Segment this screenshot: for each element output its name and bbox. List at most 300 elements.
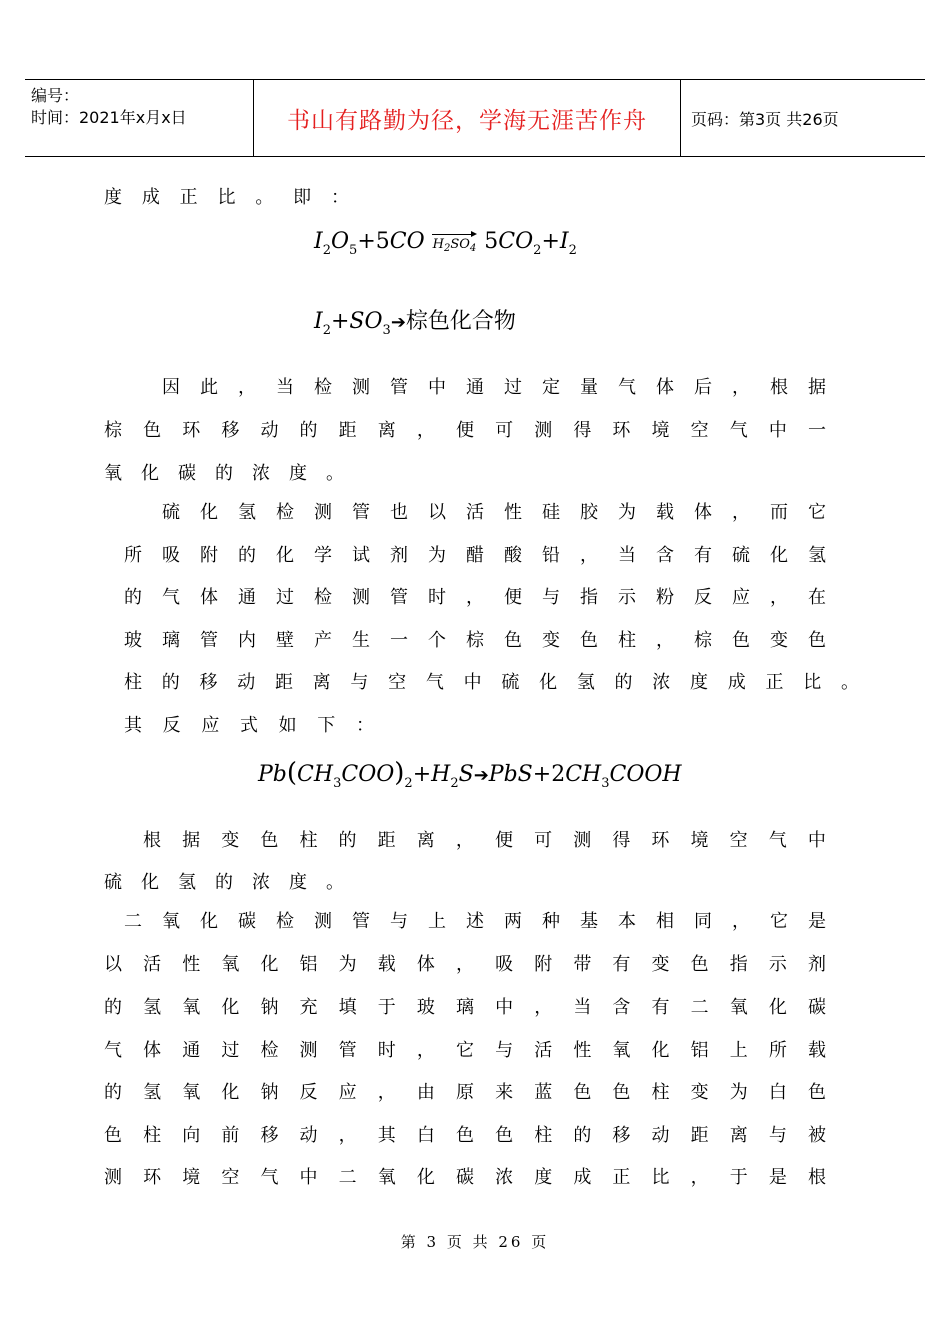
text-char: 化 xyxy=(141,872,159,893)
text-char: ， xyxy=(732,377,750,398)
text-char: 检 xyxy=(276,911,294,932)
text-char: 即 xyxy=(293,187,312,208)
text-char: 的 xyxy=(215,463,233,484)
text-char: 浓 xyxy=(252,872,270,893)
text-char: 色 xyxy=(495,1125,514,1146)
text-char: 被 xyxy=(807,1125,826,1146)
text-char: 。 xyxy=(326,872,344,893)
text-char: 附 xyxy=(534,954,553,975)
text-char: 如 xyxy=(278,715,297,736)
text-char: 当 xyxy=(276,377,294,398)
text-char: 碳 xyxy=(807,997,826,1018)
text-char: 活 xyxy=(534,1040,553,1061)
text-char: ， xyxy=(238,377,256,398)
text-char: 中 xyxy=(428,377,446,398)
text-char: 根 xyxy=(807,1167,826,1188)
text-char: 当 xyxy=(573,997,592,1018)
text-char: 在 xyxy=(808,587,826,608)
reaction-arrow-catalyst xyxy=(432,237,478,254)
text-char: 与 xyxy=(542,587,560,608)
formula-term: CO xyxy=(498,229,534,254)
text-char: 指 xyxy=(729,954,748,975)
text-char: 便 xyxy=(504,587,522,608)
text-char: 测 xyxy=(352,377,370,398)
text-char: 的 xyxy=(215,872,233,893)
text-char: 化 xyxy=(200,502,218,523)
text-char: 氢 xyxy=(238,502,256,523)
text-char: 氢 xyxy=(178,872,196,893)
text-char: 时 xyxy=(428,587,446,608)
text-char: 环 xyxy=(651,830,670,851)
text-char: 色 xyxy=(732,630,750,651)
catalyst-subscript: 2 xyxy=(443,243,451,254)
text-char: 动 xyxy=(237,672,256,693)
text-char: 色 xyxy=(690,954,709,975)
text-char: 体 xyxy=(143,1040,162,1061)
text-char: 璃 xyxy=(162,630,180,651)
text-char: 与 xyxy=(768,1125,787,1146)
text-char: 氧 xyxy=(221,954,240,975)
text-char: 产 xyxy=(314,630,332,651)
text-char: 氢 xyxy=(576,672,595,693)
text-char: 铅 xyxy=(542,545,560,566)
text-char: 变 xyxy=(651,954,670,975)
text-char: 原 xyxy=(455,1082,474,1103)
text-char: 柱 xyxy=(651,1082,670,1103)
text-char: 测 xyxy=(314,502,332,523)
text-char: 内 xyxy=(238,630,256,651)
text-char: 的 xyxy=(124,587,142,608)
text-char: 检 xyxy=(314,377,332,398)
text-char: 壁 xyxy=(276,630,294,651)
text-char: 体 xyxy=(416,954,435,975)
text-char: 剂 xyxy=(807,954,826,975)
formula-operator: + xyxy=(330,309,350,334)
formula-term: I xyxy=(314,229,323,254)
text-char: 成 xyxy=(573,1167,592,1188)
text-char: 气 xyxy=(162,587,180,608)
text-char: 吸 xyxy=(495,954,514,975)
formula-term: O xyxy=(330,229,350,254)
text-char: 氧 xyxy=(104,463,122,484)
document-number-label: 编号： xyxy=(31,86,80,105)
text-char: 气 xyxy=(260,1167,279,1188)
text-char: 化 xyxy=(221,1082,240,1103)
text-char: 化 xyxy=(221,997,240,1018)
text-char: 氧 xyxy=(182,1082,201,1103)
text-char: 酸 xyxy=(504,545,522,566)
text-char: 上 xyxy=(729,1040,748,1061)
text-char: 正 xyxy=(765,672,784,693)
text-char: 气 xyxy=(729,420,748,441)
text-char: 玻 xyxy=(124,630,142,651)
text-char: 色 xyxy=(455,1125,474,1146)
text-char: 为 xyxy=(428,545,446,566)
text-char: 色 xyxy=(504,630,522,651)
text-char: 化 xyxy=(276,545,294,566)
text-char: 示 xyxy=(618,587,636,608)
text-char: 色 xyxy=(143,420,162,441)
text-char: 有 xyxy=(694,545,712,566)
text-line xyxy=(124,625,826,653)
text-char: 通 xyxy=(238,587,256,608)
formula-subscript: 2 xyxy=(568,243,577,258)
text-char: 度 xyxy=(289,872,307,893)
text-char: 离 xyxy=(416,830,435,851)
text-char: 得 xyxy=(573,420,592,441)
text-char: 下 xyxy=(317,715,336,736)
text-char: 距 xyxy=(377,830,396,851)
text-char: 据 xyxy=(182,830,201,851)
text-char: 所 xyxy=(768,1040,787,1061)
text-char: 通 xyxy=(182,1040,201,1061)
text-char: 化 xyxy=(416,1167,435,1188)
text-char: 同 xyxy=(694,911,712,932)
formula-paren: ( xyxy=(286,758,298,788)
text-char: 白 xyxy=(768,1082,787,1103)
text-char: 色 xyxy=(808,630,826,651)
text-char: 硫 xyxy=(104,872,122,893)
text-char: 应 xyxy=(732,587,750,608)
text-char: 有 xyxy=(651,997,670,1018)
text-line xyxy=(124,582,826,610)
formula-iodine-so3 xyxy=(314,304,516,338)
text-char: 的 xyxy=(161,672,180,693)
text-char: 铝 xyxy=(690,1040,709,1061)
text-char: 此 xyxy=(200,377,218,398)
text-char: 应 xyxy=(338,1082,357,1103)
formula-subscript: 2 xyxy=(450,776,459,791)
text-char: 的 xyxy=(238,545,256,566)
text-char: 测 xyxy=(299,1040,318,1061)
text-char: 变 xyxy=(221,830,240,851)
text-line xyxy=(143,825,826,853)
text-char: 试 xyxy=(352,545,370,566)
text-char: 胶 xyxy=(580,502,598,523)
formula-iodine-pentoxide xyxy=(314,229,577,258)
formula-term: CH xyxy=(297,762,334,787)
text-char: 它 xyxy=(808,502,826,523)
text-char: 相 xyxy=(656,911,674,932)
formula-subscript: 5 xyxy=(349,243,358,258)
text-char: 璃 xyxy=(455,997,474,1018)
text-char: 碳 xyxy=(238,911,256,932)
text-char: 硅 xyxy=(542,502,560,523)
text-char: 空 xyxy=(388,672,407,693)
text-char: 棕 xyxy=(104,420,122,441)
formula-term: CO xyxy=(389,229,425,254)
text-char: 氢 xyxy=(808,545,826,566)
text-char: 前 xyxy=(221,1125,240,1146)
text-line xyxy=(162,497,826,525)
text-char: 化 xyxy=(768,997,787,1018)
text-line xyxy=(104,867,344,895)
text-char: 动 xyxy=(299,1125,318,1146)
text-char: 氧 xyxy=(377,1167,396,1188)
formula-term: Pb xyxy=(258,762,287,787)
text-char: 测 xyxy=(104,1167,122,1188)
text-char: 移 xyxy=(612,1125,631,1146)
formula-coefficient: 2 xyxy=(551,762,566,787)
formula-term: SO xyxy=(349,309,383,334)
text-char: 钠 xyxy=(260,997,279,1018)
text-char: 也 xyxy=(390,502,408,523)
text-char: ， xyxy=(534,997,553,1018)
text-char: 硫 xyxy=(501,672,520,693)
text-line xyxy=(104,1035,826,1063)
text-char: 化 xyxy=(651,1040,670,1061)
text-char: 体 xyxy=(694,502,712,523)
formula-coefficient: 5 xyxy=(375,229,390,254)
text-char: 的 xyxy=(299,420,318,441)
text-char: ， xyxy=(455,830,474,851)
formula-lead-acetate xyxy=(258,758,682,791)
text-char: 与 xyxy=(495,1040,514,1061)
text-char: 中 xyxy=(299,1167,318,1188)
text-line xyxy=(104,1162,826,1190)
text-char: 测 xyxy=(534,420,553,441)
text-char: 性 xyxy=(182,954,201,975)
text-char: 学 xyxy=(314,545,332,566)
text-char: 根 xyxy=(143,830,161,851)
text-char: 为 xyxy=(729,1082,748,1103)
catalyst-subscript: 4 xyxy=(469,243,477,254)
formula-term: H xyxy=(431,762,451,787)
text-char: 移 xyxy=(199,672,218,693)
text-char: 充 xyxy=(299,997,318,1018)
text-line xyxy=(124,540,826,568)
text-char: 指 xyxy=(580,587,598,608)
text-line xyxy=(162,372,826,400)
formula-subscript: 3 xyxy=(601,776,610,791)
formula-term: S xyxy=(458,762,474,787)
text-char: 。 xyxy=(326,463,344,484)
text-char: 为 xyxy=(618,502,636,523)
formula-operator: + xyxy=(357,229,376,254)
text-char: 柱 xyxy=(534,1125,553,1146)
text-char: 碳 xyxy=(455,1167,474,1188)
text-char: 的 xyxy=(573,1125,592,1146)
text-char: 性 xyxy=(573,1040,592,1061)
text-char: 粉 xyxy=(656,587,674,608)
text-char: 环 xyxy=(143,1167,162,1188)
text-char: 其 xyxy=(124,715,142,736)
text-char: 。 xyxy=(255,187,274,208)
text-char: 色 xyxy=(807,1082,826,1103)
formula-term: I xyxy=(314,309,323,334)
text-char: 境 xyxy=(182,1167,201,1188)
text-char: ， xyxy=(732,502,750,523)
text-char: 中 xyxy=(463,672,482,693)
formula-term: COOH xyxy=(609,762,682,787)
formula-subscript: 2 xyxy=(404,776,413,791)
text-char: 它 xyxy=(770,911,788,932)
text-char: 环 xyxy=(612,420,631,441)
text-char: 距 xyxy=(338,420,357,441)
text-char: 化 xyxy=(260,954,279,975)
text-char: 空 xyxy=(690,420,709,441)
formula-term: I xyxy=(559,229,569,254)
text-line xyxy=(104,415,826,443)
text-char: 比 xyxy=(217,187,236,208)
text-char: 通 xyxy=(466,377,484,398)
header-page-info: 页码：第3页 共26页 xyxy=(691,110,839,129)
text-char: ， xyxy=(656,630,674,651)
formula-subscript: 3 xyxy=(333,776,342,791)
text-char: 式 xyxy=(239,715,258,736)
text-char: 所 xyxy=(124,545,142,566)
text-char: 正 xyxy=(612,1167,631,1188)
text-char: 是 xyxy=(808,911,826,932)
text-char: 个 xyxy=(428,630,446,651)
text-char: 化 xyxy=(770,545,788,566)
text-char: 柱 xyxy=(299,830,318,851)
text-char: 的 xyxy=(104,997,122,1018)
reaction-arrow-icon: ➔ xyxy=(473,765,489,786)
formula-coefficient: 5 xyxy=(484,229,499,254)
text-char: 定 xyxy=(542,377,560,398)
text-char: 应 xyxy=(201,715,220,736)
text-char: 二 xyxy=(338,1167,357,1188)
text-line xyxy=(104,1077,826,1105)
text-char: 测 xyxy=(573,830,592,851)
text-char: 本 xyxy=(618,911,636,932)
text-char: 气 xyxy=(425,672,444,693)
text-char: 向 xyxy=(182,1125,201,1146)
text-line xyxy=(104,992,826,1020)
text-char: 氢 xyxy=(143,1082,162,1103)
text-char: 浓 xyxy=(495,1167,514,1188)
text-char: 氢 xyxy=(143,997,162,1018)
text-char: 氧 xyxy=(612,1040,631,1061)
text-char: 便 xyxy=(455,420,474,441)
text-line xyxy=(104,1120,826,1148)
text-char: 与 xyxy=(350,672,369,693)
text-char: 检 xyxy=(276,502,294,523)
text-char: 化 xyxy=(141,463,159,484)
text-char: 离 xyxy=(312,672,331,693)
text-char: 于 xyxy=(377,997,396,1018)
header-page-cell xyxy=(680,80,925,156)
text-char: ， xyxy=(690,1167,709,1188)
formula-subscript: 2 xyxy=(322,323,331,338)
text-char: 的 xyxy=(104,1082,122,1103)
page-footer: 第 3 页 共 26 页 xyxy=(400,1233,550,1251)
text-char: 空 xyxy=(729,830,748,851)
text-char: ， xyxy=(377,1082,396,1103)
text-char: 环 xyxy=(182,420,201,441)
text-char: 浓 xyxy=(652,672,671,693)
text-char: 有 xyxy=(612,954,631,975)
text-char: 棕 xyxy=(466,630,484,651)
text-char: 移 xyxy=(260,1125,279,1146)
text-char: 醋 xyxy=(466,545,484,566)
text-char: 气 xyxy=(768,830,787,851)
text-char: 因 xyxy=(162,377,180,398)
text-char: 柱 xyxy=(124,672,142,693)
formula-product-text: 棕色化合物 xyxy=(405,309,516,334)
text-char: 变 xyxy=(770,630,788,651)
text-char: 可 xyxy=(495,420,514,441)
catalyst-term: SO xyxy=(450,237,470,252)
text-char: 气 xyxy=(618,377,636,398)
text-char: 移 xyxy=(221,420,240,441)
text-char: 离 xyxy=(729,1125,748,1146)
text-char: 蓝 xyxy=(534,1082,553,1103)
text-char: 空 xyxy=(221,1167,240,1188)
text-char: 距 xyxy=(274,672,293,693)
text-char: 体 xyxy=(200,587,218,608)
text-char: 当 xyxy=(618,545,636,566)
text-char: 中 xyxy=(768,420,787,441)
text-char: ， xyxy=(416,420,435,441)
text-char: 色 xyxy=(580,630,598,651)
text-char: 检 xyxy=(260,1040,279,1061)
text-char: 白 xyxy=(416,1125,435,1146)
formula-term: CH xyxy=(565,762,602,787)
text-char: 浓 xyxy=(252,463,270,484)
text-char: 氧 xyxy=(162,911,180,932)
text-line xyxy=(124,906,826,934)
text-char: 管 xyxy=(390,587,408,608)
text-char: 据 xyxy=(808,377,826,398)
text-char: 变 xyxy=(690,1082,709,1103)
text-char: 体 xyxy=(656,377,674,398)
text-char: 剂 xyxy=(390,545,408,566)
header-meta-cell xyxy=(25,80,253,156)
text-char: 气 xyxy=(104,1040,122,1061)
header-motto-cell xyxy=(253,80,681,156)
text-char: 示 xyxy=(768,954,787,975)
text-char: 种 xyxy=(542,911,560,932)
text-char: 度 xyxy=(690,672,709,693)
text-char: 上 xyxy=(428,911,446,932)
text-char: 反 xyxy=(694,587,712,608)
text-char: 二 xyxy=(124,911,142,932)
text-char: 化 xyxy=(200,911,218,932)
text-char: 比 xyxy=(651,1167,670,1188)
text-char: 动 xyxy=(260,420,279,441)
text-char: 管 xyxy=(338,1040,357,1061)
text-char: 来 xyxy=(495,1082,514,1103)
formula-subscript: 2 xyxy=(533,243,542,258)
document-time-label: 时间：2021年x月x日 xyxy=(31,108,187,127)
page-header xyxy=(25,79,925,157)
text-char: 动 xyxy=(651,1125,670,1146)
text-char: 与 xyxy=(390,911,408,932)
text-char: ， xyxy=(416,1040,435,1061)
text-char: ， xyxy=(770,587,788,608)
text-char: 含 xyxy=(612,997,631,1018)
text-char: 而 xyxy=(770,502,788,523)
text-char: 二 xyxy=(690,997,709,1018)
text-char: 时 xyxy=(377,1040,396,1061)
text-char: 载 xyxy=(807,1040,826,1061)
text-char: 它 xyxy=(455,1040,474,1061)
text-char: 其 xyxy=(377,1125,396,1146)
text-char: 度 xyxy=(534,1167,553,1188)
text-char: 基 xyxy=(580,911,598,932)
text-char: 填 xyxy=(338,997,357,1018)
formula-operator: + xyxy=(532,762,552,787)
text-char: 为 xyxy=(338,954,357,975)
formula-paren: ) xyxy=(394,758,405,788)
text-char: 于 xyxy=(729,1167,748,1188)
text-char: 中 xyxy=(807,830,826,851)
text-char: ： xyxy=(355,715,374,736)
text-char: 变 xyxy=(542,630,560,651)
text-char: 正 xyxy=(179,187,198,208)
